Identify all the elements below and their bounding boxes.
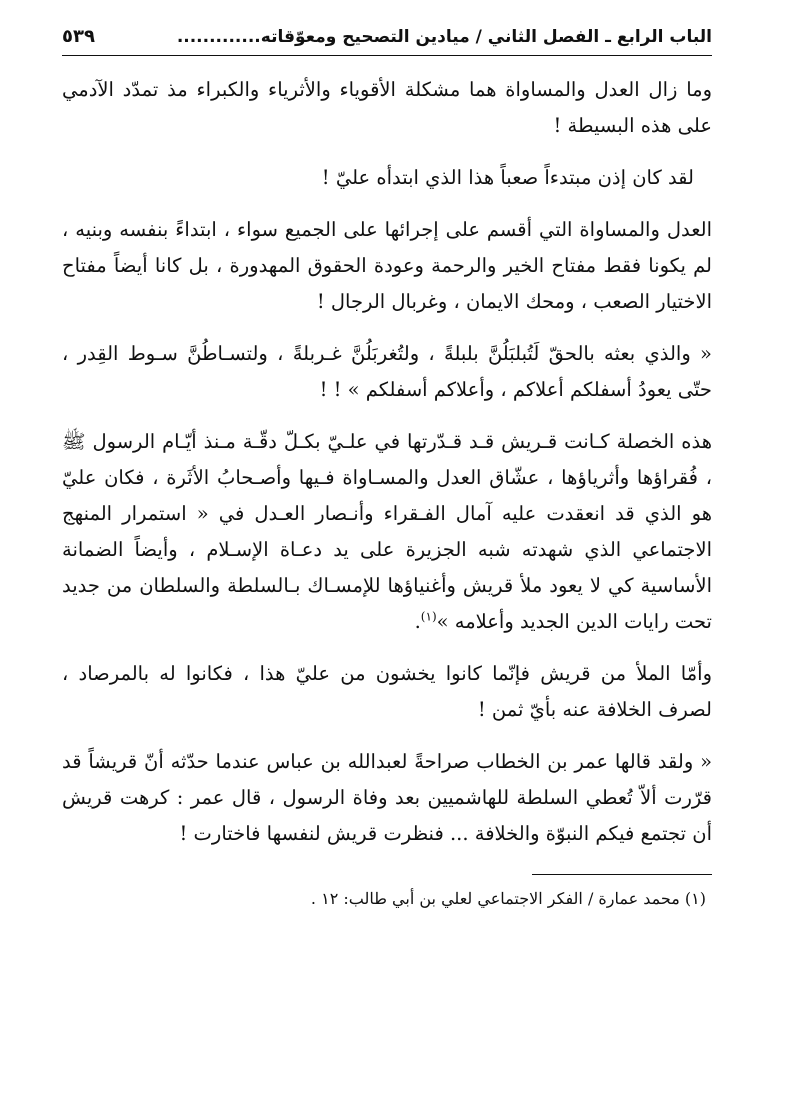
paragraph-6: وأمّا الملأ من قريش فإنّما كانوا يخشون من عليّ هذا ، فكانوا له بالمرصاد ، لصرف الخلافة عنه بأيّ ثمن !	[62, 662, 712, 721]
paragraph-7: « ولقد قالها عمر بن الخطاب صراحةً لعبدالله بن عباس عندما حدّثه أنّ قريشاً قد قرّرت ألاّ تُعطي السلطة للهاشميين بعد وفاة الرسول ، قال عمر : كرهت قريش أن تجتمع فيكم النبوّة والخلافة ... فنظرت قريش لنفسها فاختارت !	[62, 750, 712, 845]
page-number: ٥٣٩	[62, 26, 95, 47]
footnote-reference[interactable]: (١)	[420, 609, 437, 624]
paragraph-5	[62, 424, 712, 640]
paragraph-3: العدل والمساواة التي أقسم على إجرائها على الجميع سواء ، ابتداءً بنفسه وبنيه ، لم يكونا فقط مفتاح الخير والرحمة وعودة الحقوق المهدورة ، بل كانا أيضاً مفتاح الاختيار الصعب ، ومحك الايمان ، وغربال الرجال !	[62, 218, 712, 313]
book-page	[62, 26, 712, 1086]
quote-paragraph: « والذي بعثه بالحقّ لَتُبلبَلُنَّ بلبلةً ، ولتُغربَلُنَّ غـربلةً ، ولتسـاطُنَّ سـوط القِدر ، حتّى يعودُ أسفلكم أعلاكم ، وأعلاكم أسفلكم » ! !	[62, 342, 712, 401]
paragraph-1: وما زال العدل والمساواة هما مشكلة الأقوياء والأثرياء والكبراء مذ تمدّد الآدمي على هذه البسيطة !	[62, 78, 712, 137]
paragraph-2: لقد كان إذن مبتدءاً صعباً هذا الذي ابتدأه عليّ !	[321, 166, 694, 189]
chapter-title: الباب الرابع ـ الفصل الثاني / ميادين التصحيح ومعوّقاته.............	[176, 27, 712, 47]
footnote-separator	[532, 874, 712, 875]
paragraph-5-end: .	[414, 610, 421, 633]
paragraph-5-text: هذه الخصلة كـانت قـريش قـد قـدّرتها في علـيّ بكـلّ دقّـة مـنذ أيّـام الرسول ﷺ ، فُقراؤها وأثرياؤها ، عشّاق العدل والمسـاواة فـيها وأصـحابُ الأثَرة ، فكان عليّ هو الذي قد انعقدت عليه آمال الفـقراء وأنـصار العـدل في « استمرار المنهج الاجتماعي الذي شهدته شبه الجزيرة على يد دعـاة الإسـلام ، وأيضاً الضمانة الأساسية كي لا يعود ملأ قريش وأغنياؤها للإمسـاك بـالسلطة والسلطان من جديد تحت رايات الدين الجديد وأعلامه »	[62, 430, 712, 633]
footnote-text: (١) محمد عمارة / الفكر الاجتماعي لعلي بن أبي طالب: ١٢ .	[310, 889, 706, 908]
running-header	[62, 26, 712, 56]
